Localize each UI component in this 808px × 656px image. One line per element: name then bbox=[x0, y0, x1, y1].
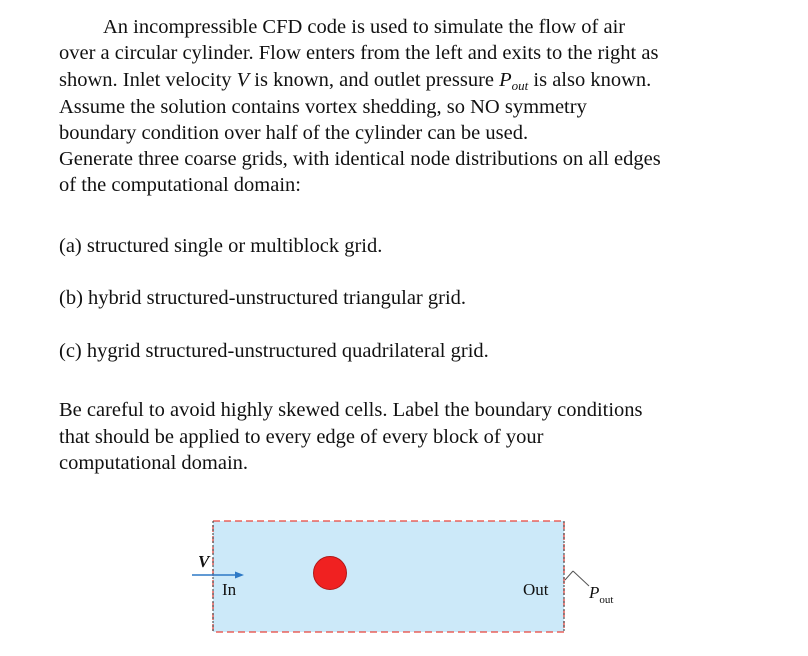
closing-line-3: computational domain. bbox=[59, 452, 249, 474]
intro-line-2: over a circular cylinder. Flow enters from the left and exits to the right as bbox=[59, 42, 659, 64]
item-c: (c) hygrid structured-unstructured quadrilateral grid. bbox=[59, 340, 489, 362]
velocity-symbol: V bbox=[236, 69, 250, 91]
intro-line-7: of the computational domain: bbox=[59, 174, 301, 196]
item-a: (a) structured single or multiblock grid. bbox=[59, 235, 383, 257]
cylinder bbox=[314, 557, 347, 590]
intro-line-4: Assume the solution contains vortex shedding, so NO symmetry bbox=[59, 96, 587, 118]
inlet-label: In bbox=[222, 580, 237, 599]
intro-line-3: shown. Inlet velocity V is known, and outlet pressure $P_{out}$ is also known. bbox=[59, 69, 652, 93]
computational-domain bbox=[213, 521, 564, 632]
pressure-leader-line bbox=[565, 571, 573, 580]
velocity-label: V bbox=[198, 552, 210, 571]
intro-line-6: Generate three coarse grids, with identical node distributions on all edges bbox=[59, 148, 661, 170]
closing-line-1: Be careful to avoid highly skewed cells. Label the boundary conditions bbox=[59, 399, 643, 421]
intro-line-1: An incompressible CFD code is used to simulate the flow of air bbox=[103, 16, 626, 38]
outlet-pressure-label: $P_{out}$ bbox=[589, 583, 614, 606]
pressure-symbol: P bbox=[499, 69, 512, 91]
outlet-label: Out bbox=[523, 580, 549, 599]
pressure-leader-line-2 bbox=[573, 571, 589, 586]
intro-line-5: boundary condition over half of the cylinder can be used. bbox=[59, 122, 529, 144]
item-b: (b) hybrid structured-unstructured triangular grid. bbox=[59, 287, 467, 309]
closing-line-2: that should be applied to every edge of every block of your bbox=[59, 426, 544, 448]
